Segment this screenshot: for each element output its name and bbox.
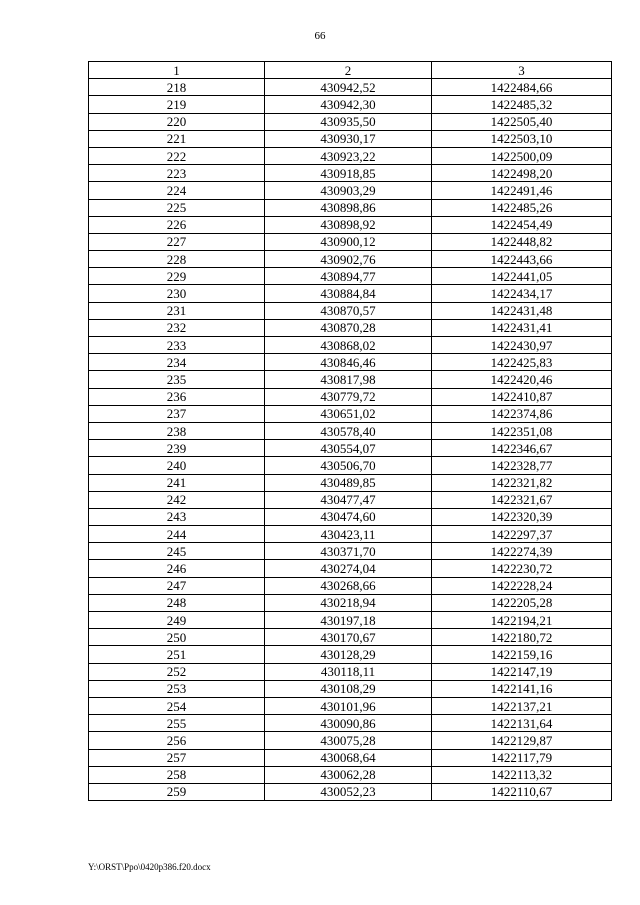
table-row [89, 526, 612, 543]
cell-x: 430218,94 [265, 594, 432, 611]
cell-x: 430779,72 [265, 388, 432, 405]
cell-y: 1422420,46 [432, 371, 612, 388]
cell-y: 1422297,37 [432, 526, 612, 543]
cell-y: 1422159,16 [432, 646, 612, 663]
table-row [89, 508, 612, 525]
table-row [89, 732, 612, 749]
cell-y: 1422498,20 [432, 165, 612, 182]
cell-point-number: 222 [89, 147, 265, 164]
table-row [89, 199, 612, 216]
cell-point-number: 251 [89, 646, 265, 663]
cell-x: 430930,17 [265, 130, 432, 147]
cell-point-number: 243 [89, 508, 265, 525]
cell-x: 430477,47 [265, 491, 432, 508]
cell-point-number: 238 [89, 422, 265, 439]
cell-y: 1422228,24 [432, 577, 612, 594]
cell-y: 1422346,67 [432, 440, 612, 457]
table-row [89, 319, 612, 336]
cell-point-number: 224 [89, 182, 265, 199]
cell-point-number: 236 [89, 388, 265, 405]
coordinates-table [88, 61, 612, 801]
header-row [89, 62, 612, 79]
cell-x: 430128,29 [265, 646, 432, 663]
table-row [89, 440, 612, 457]
table-row [89, 457, 612, 474]
table-row [89, 405, 612, 422]
cell-x: 430898,92 [265, 216, 432, 233]
table-row [89, 337, 612, 354]
cell-y: 1422443,66 [432, 251, 612, 268]
cell-x: 430942,30 [265, 96, 432, 113]
cell-point-number: 233 [89, 337, 265, 354]
cell-point-number: 250 [89, 629, 265, 646]
table-row [89, 646, 612, 663]
cell-x: 430068,64 [265, 749, 432, 766]
cell-y: 1422425,83 [432, 354, 612, 371]
cell-y: 1422374,86 [432, 405, 612, 422]
cell-point-number: 255 [89, 715, 265, 732]
table-row [89, 560, 612, 577]
table-row [89, 388, 612, 405]
cell-y: 1422230,72 [432, 560, 612, 577]
cell-y: 1422500,09 [432, 147, 612, 164]
cell-x: 430817,98 [265, 371, 432, 388]
cell-point-number: 230 [89, 285, 265, 302]
cell-point-number: 240 [89, 457, 265, 474]
cell-y: 1422485,26 [432, 199, 612, 216]
table-row [89, 612, 612, 629]
cell-point-number: 219 [89, 96, 265, 113]
cell-x: 430062,28 [265, 766, 432, 783]
cell-y: 1422117,79 [432, 749, 612, 766]
cell-y: 1422431,41 [432, 319, 612, 336]
cell-x: 430870,28 [265, 319, 432, 336]
cell-point-number: 223 [89, 165, 265, 182]
cell-point-number: 229 [89, 268, 265, 285]
table-row [89, 233, 612, 250]
cell-x: 430474,60 [265, 508, 432, 525]
cell-x: 430903,29 [265, 182, 432, 199]
table-row [89, 182, 612, 199]
cell-x: 430868,02 [265, 337, 432, 354]
cell-y: 1422448,82 [432, 233, 612, 250]
cell-y: 1422129,87 [432, 732, 612, 749]
cell-point-number: 254 [89, 697, 265, 714]
table-row [89, 594, 612, 611]
cell-x: 430846,46 [265, 354, 432, 371]
cell-y: 1422441,05 [432, 268, 612, 285]
cell-point-number: 231 [89, 302, 265, 319]
table-row [89, 543, 612, 560]
cell-point-number: 259 [89, 783, 265, 800]
cell-x: 430197,18 [265, 612, 432, 629]
cell-point-number: 228 [89, 251, 265, 268]
cell-point-number: 244 [89, 526, 265, 543]
cell-x: 430870,57 [265, 302, 432, 319]
cell-x: 430506,70 [265, 457, 432, 474]
table-row [89, 165, 612, 182]
cell-x: 430898,86 [265, 199, 432, 216]
table-row [89, 422, 612, 439]
cell-point-number: 221 [89, 130, 265, 147]
cell-point-number: 220 [89, 113, 265, 130]
cell-x: 430894,77 [265, 268, 432, 285]
cell-point-number: 234 [89, 354, 265, 371]
cell-point-number: 252 [89, 663, 265, 680]
cell-y: 1422321,82 [432, 474, 612, 491]
table-row [89, 749, 612, 766]
cell-point-number: 225 [89, 199, 265, 216]
cell-y: 1422484,66 [432, 79, 612, 96]
cell-x: 430108,29 [265, 680, 432, 697]
cell-y: 1422141,16 [432, 680, 612, 697]
cell-point-number: 249 [89, 612, 265, 629]
table-body [89, 79, 612, 801]
table-row [89, 285, 612, 302]
table-row [89, 715, 612, 732]
cell-point-number: 245 [89, 543, 265, 560]
cell-y: 1422131,64 [432, 715, 612, 732]
cell-point-number: 241 [89, 474, 265, 491]
cell-point-number: 235 [89, 371, 265, 388]
cell-y: 1422274,39 [432, 543, 612, 560]
cell-y: 1422328,77 [432, 457, 612, 474]
cell-x: 430554,07 [265, 440, 432, 457]
cell-x: 430268,66 [265, 577, 432, 594]
table-row [89, 783, 612, 800]
cell-point-number: 253 [89, 680, 265, 697]
cell-x: 430935,50 [265, 113, 432, 130]
cell-y: 1422431,48 [432, 302, 612, 319]
table-row [89, 354, 612, 371]
cell-y: 1422321,67 [432, 491, 612, 508]
cell-x: 430900,12 [265, 233, 432, 250]
cell-point-number: 246 [89, 560, 265, 577]
cell-point-number: 247 [89, 577, 265, 594]
cell-x: 430052,23 [265, 783, 432, 800]
cell-x: 430170,67 [265, 629, 432, 646]
header-cell-point-number: 1 [89, 62, 265, 79]
cell-y: 1422434,17 [432, 285, 612, 302]
table-row [89, 491, 612, 508]
cell-point-number: 258 [89, 766, 265, 783]
table-row [89, 268, 612, 285]
cell-point-number: 218 [89, 79, 265, 96]
cell-y: 1422110,67 [432, 783, 612, 800]
cell-y: 1422351,08 [432, 422, 612, 439]
cell-x: 430902,76 [265, 251, 432, 268]
cell-x: 430090,86 [265, 715, 432, 732]
cell-point-number: 226 [89, 216, 265, 233]
cell-y: 1422205,28 [432, 594, 612, 611]
cell-y: 1422194,21 [432, 612, 612, 629]
cell-y: 1422137,21 [432, 697, 612, 714]
cell-x: 430118,11 [265, 663, 432, 680]
cell-x: 430578,40 [265, 422, 432, 439]
table-row [89, 629, 612, 646]
cell-y: 1422180,72 [432, 629, 612, 646]
cell-point-number: 232 [89, 319, 265, 336]
cell-y: 1422485,32 [432, 96, 612, 113]
cell-y: 1422320,39 [432, 508, 612, 525]
cell-x: 430651,02 [265, 405, 432, 422]
cell-point-number: 227 [89, 233, 265, 250]
table-row [89, 766, 612, 783]
table-row [89, 79, 612, 96]
cell-x: 430884,84 [265, 285, 432, 302]
cell-x: 430274,04 [265, 560, 432, 577]
table-row [89, 113, 612, 130]
cell-y: 1422410,87 [432, 388, 612, 405]
header-cell-y: 3 [432, 62, 612, 79]
table-row [89, 680, 612, 697]
cell-x: 430075,28 [265, 732, 432, 749]
header-cell-x: 2 [265, 62, 432, 79]
cell-x: 430918,85 [265, 165, 432, 182]
cell-x: 430423,11 [265, 526, 432, 543]
cell-point-number: 248 [89, 594, 265, 611]
cell-y: 1422491,46 [432, 182, 612, 199]
cell-x: 430489,85 [265, 474, 432, 491]
table-row [89, 371, 612, 388]
cell-point-number: 242 [89, 491, 265, 508]
table-row [89, 302, 612, 319]
cell-x: 430101,96 [265, 697, 432, 714]
cell-y: 1422430,97 [432, 337, 612, 354]
table-row [89, 96, 612, 113]
table-row [89, 577, 612, 594]
cell-x: 430942,52 [265, 79, 432, 96]
cell-y: 1422113,32 [432, 766, 612, 783]
table-row [89, 474, 612, 491]
table-row [89, 216, 612, 233]
table-row [89, 251, 612, 268]
cell-x: 430371,70 [265, 543, 432, 560]
table-header [89, 62, 612, 79]
cell-point-number: 256 [89, 732, 265, 749]
cell-point-number: 257 [89, 749, 265, 766]
table-row [89, 147, 612, 164]
cell-point-number: 239 [89, 440, 265, 457]
cell-y: 1422454,49 [432, 216, 612, 233]
table-row [89, 663, 612, 680]
page-number: 66 [314, 30, 326, 42]
table-row [89, 697, 612, 714]
cell-x: 430923,22 [265, 147, 432, 164]
cell-point-number: 237 [89, 405, 265, 422]
cell-y: 1422505,40 [432, 113, 612, 130]
footer-file-path: Y:\ORST\Ppo\0420p386.f20.docx [88, 862, 211, 872]
table-row [89, 130, 612, 147]
cell-y: 1422503,10 [432, 130, 612, 147]
cell-y: 1422147,19 [432, 663, 612, 680]
